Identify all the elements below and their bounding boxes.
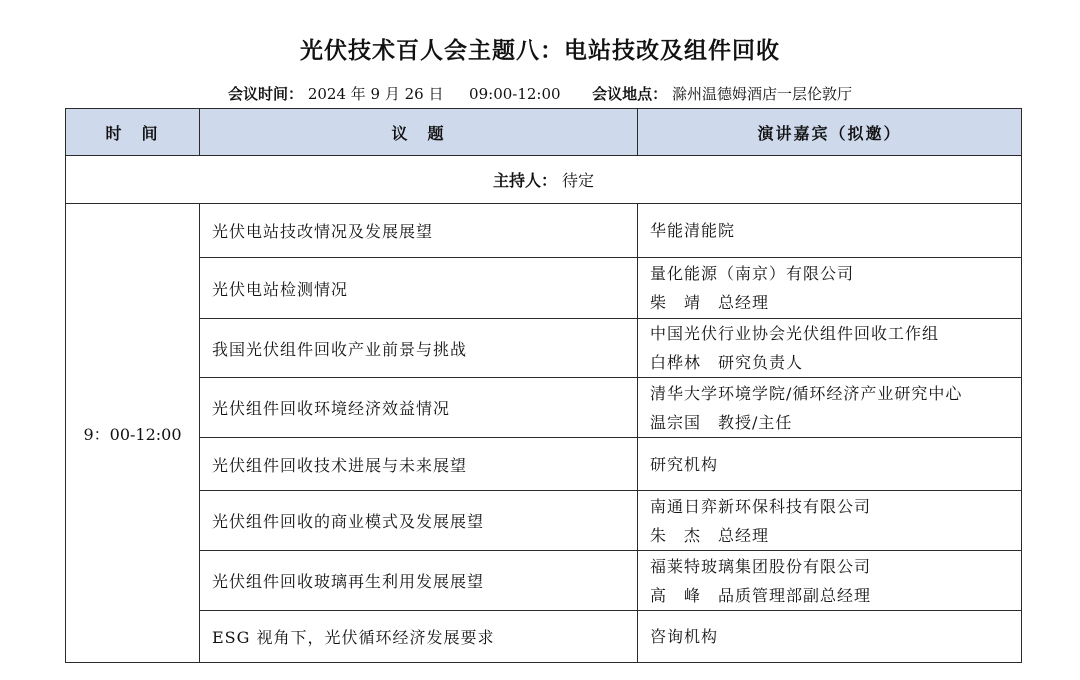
table-header-row <box>66 109 1022 156</box>
speaker-cell <box>638 551 1022 611</box>
topic-cell: 我国光伏组件回收产业前景与挑战 <box>200 319 638 378</box>
speaker-line: 高 峰 品质管理部副总经理 <box>650 585 872 605</box>
table-row <box>66 204 1022 258</box>
topic-cell: ESG 视角下，光伏循环经济发展要求 <box>200 611 638 663</box>
speaker-line: 朱 杰 总经理 <box>650 525 770 545</box>
speaker-cell <box>638 491 1022 551</box>
meeting-date: 2024 年 9 月 26 日 <box>307 85 444 103</box>
meeting-hours: 09:00-12:00 <box>469 85 561 103</box>
speaker-cell <box>638 378 1022 438</box>
topic-cell: 光伏组件回收环境经济效益情况 <box>200 378 638 438</box>
topic-cell: 光伏组件回收的商业模式及发展展望 <box>200 491 638 551</box>
speaker-cell <box>638 319 1022 378</box>
speaker-cell <box>638 258 1022 319</box>
meeting-place: 滁州温德姆酒店一层伦敦厅 <box>671 85 852 103</box>
table-row <box>66 438 1022 491</box>
speaker-line: 研究机构 <box>650 454 719 474</box>
speaker-line: 柴 靖 总经理 <box>650 293 770 312</box>
speaker-line: 中国光伏行业协会光伏组件回收工作组 <box>650 324 940 343</box>
table-row <box>66 258 1022 319</box>
speaker-cell <box>638 438 1022 491</box>
speaker-line: 福莱特玻璃集团股份有限公司 <box>650 556 872 576</box>
page-title: 光伏技术百人会主题八：电站技改及组件回收 <box>300 38 780 64</box>
topic-cell: 光伏组件回收技术进展与未来展望 <box>200 438 638 491</box>
speaker-line: 白桦林 研究负责人 <box>650 353 804 372</box>
meeting-info <box>0 83 1080 105</box>
speaker-line: 咨询机构 <box>650 627 719 646</box>
table-row <box>66 551 1022 611</box>
header-time: 时 间 <box>66 109 200 156</box>
topic-cell: 光伏电站技改情况及发展展望 <box>200 204 638 258</box>
topic-cell: 光伏电站检测情况 <box>200 258 638 319</box>
speaker-line: 量化能源（南京）有限公司 <box>650 264 855 283</box>
table-row <box>66 611 1022 663</box>
host-value: 待定 <box>562 171 595 190</box>
topic-cell: 光伏组件回收玻璃再生利用发展展望 <box>200 551 638 611</box>
host-label: 主持人： <box>492 171 557 190</box>
speaker-line: 华能清能院 <box>650 221 736 240</box>
meeting-place-label: 会议地点： <box>592 85 668 103</box>
table-row <box>66 378 1022 438</box>
host-row <box>66 156 1022 204</box>
table-row <box>66 491 1022 551</box>
host-cell <box>66 156 1022 204</box>
agenda-table <box>65 108 1022 663</box>
speaker-cell <box>638 204 1022 258</box>
speaker-line: 南通日弈新环保科技有限公司 <box>650 496 872 516</box>
table-row <box>66 319 1022 378</box>
meeting-time-label: 会议时间： <box>228 85 304 103</box>
speaker-line: 温宗国 教授/主任 <box>650 412 793 432</box>
header-topic: 议 题 <box>200 109 638 156</box>
time-slot-cell: 9：00-12:00 <box>66 204 200 663</box>
header-speaker: 演讲嘉宾（拟邀） <box>638 109 1022 156</box>
speaker-line: 清华大学环境学院/循环经济产业研究中心 <box>650 383 963 403</box>
speaker-cell <box>638 611 1022 663</box>
